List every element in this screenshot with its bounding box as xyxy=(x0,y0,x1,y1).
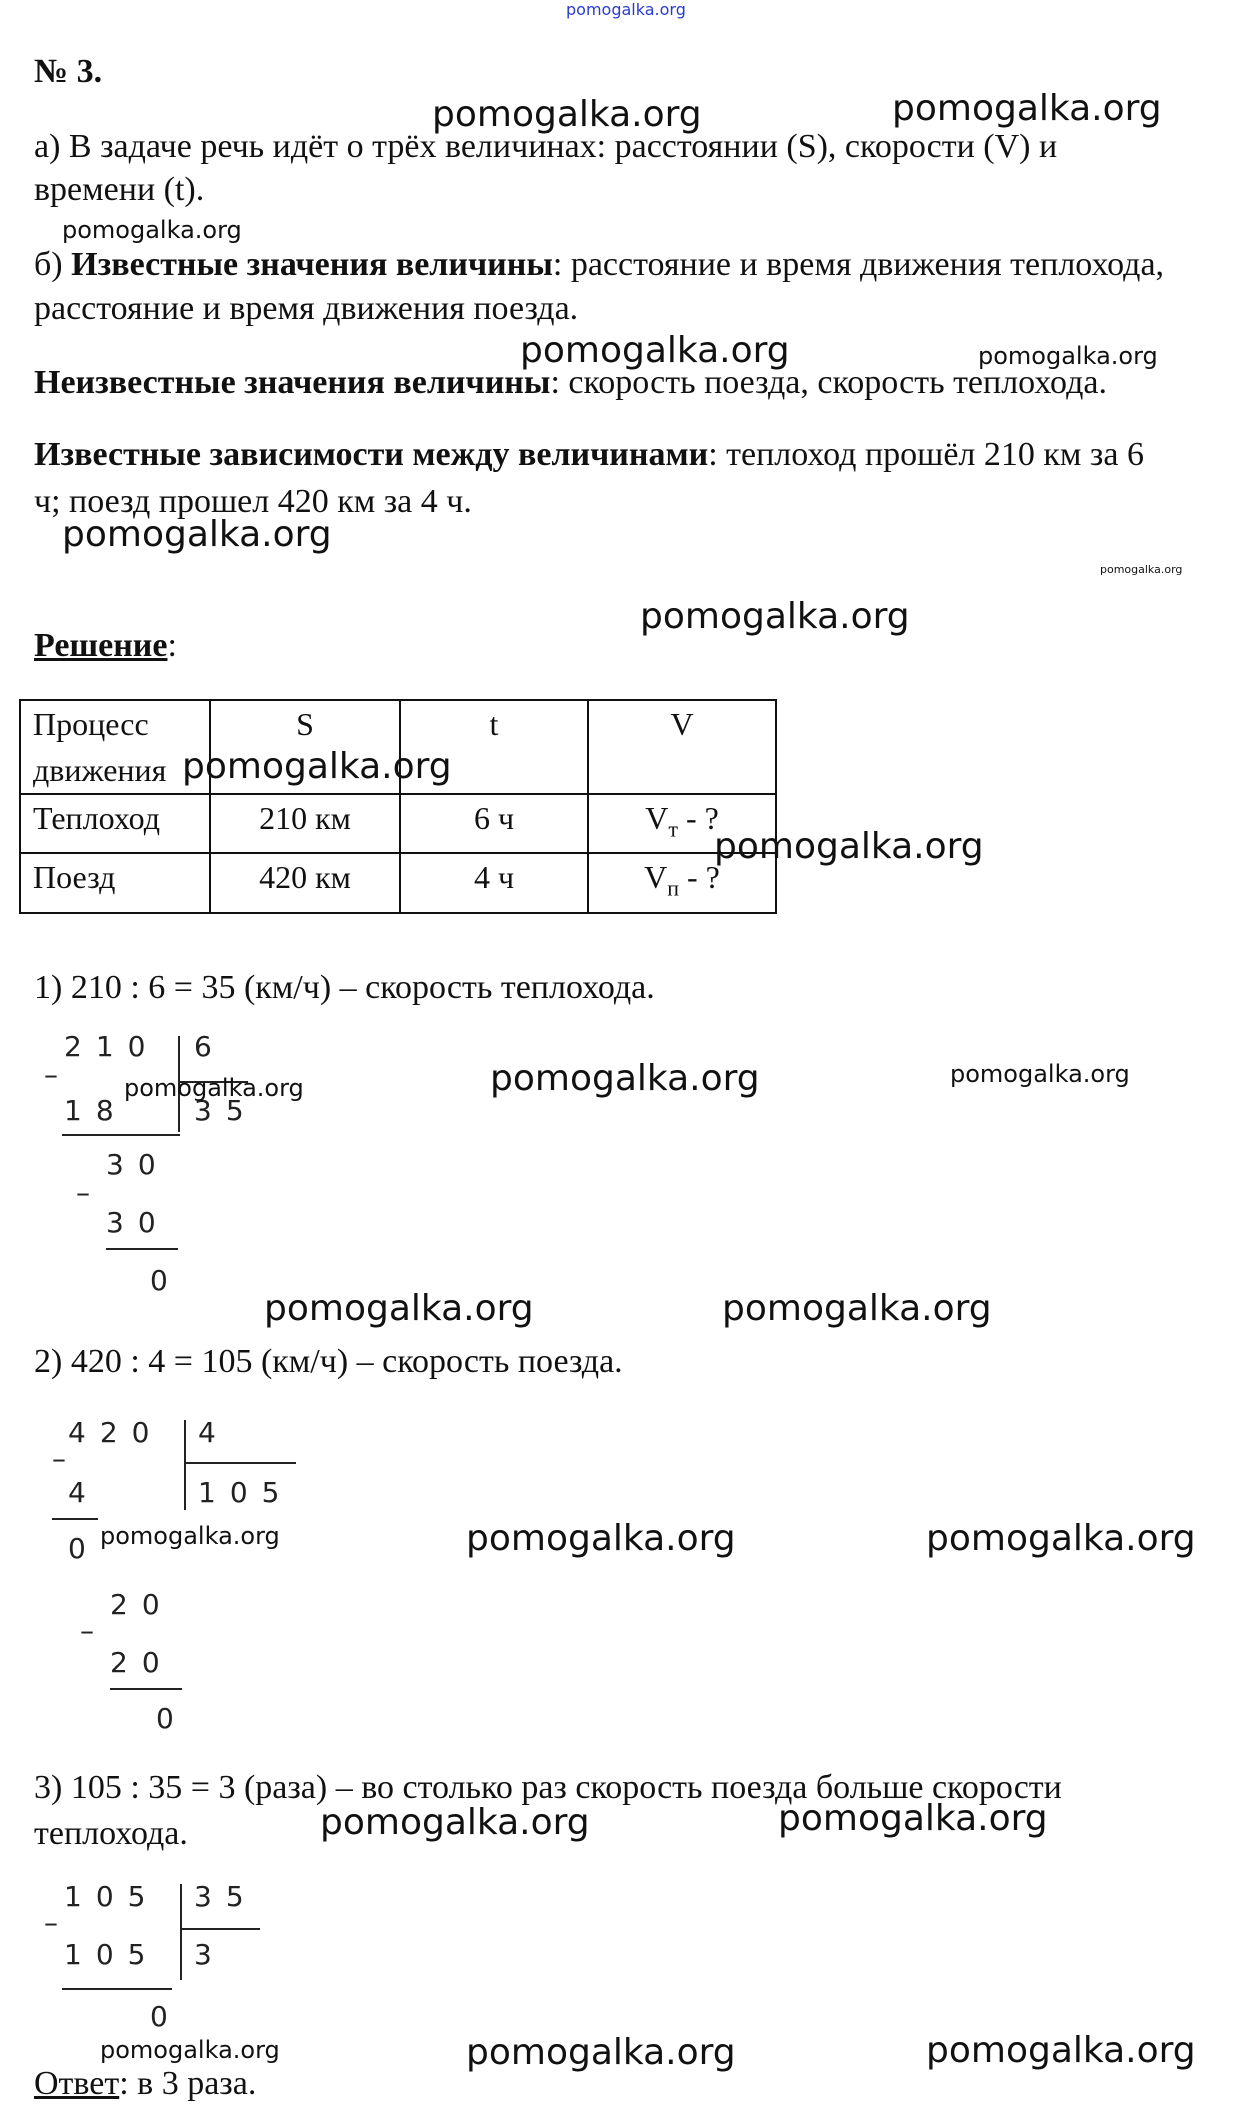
div1-rem1: 30 xyxy=(106,1148,170,1181)
watermark-text: pomogalka.org xyxy=(520,330,790,371)
watermark-text: pomogalka.org xyxy=(466,1518,736,1559)
watermark-text: pomogalka.org xyxy=(1100,563,1183,576)
div2-quotient: 105 xyxy=(198,1476,294,1509)
row-s: 210 км xyxy=(210,794,400,853)
minus-sign: – xyxy=(52,1442,66,1475)
watermark-text: pomogalka.org xyxy=(62,514,332,555)
solution-label: Решение: xyxy=(34,627,177,664)
div2-divisor: 4 xyxy=(198,1416,230,1449)
divider-vertical xyxy=(184,1420,186,1510)
watermark-text: pomogalka.org xyxy=(950,1060,1130,1088)
paragraph-b-line2: расстояние и время движения поезда. xyxy=(34,290,579,327)
row-v: $V_т$ - ? xyxy=(588,794,776,853)
minus-sign: – xyxy=(44,1058,58,1091)
header-v: V xyxy=(588,700,776,794)
div3-quotient: 3 xyxy=(194,1938,226,1971)
task-title: № 3. xyxy=(34,53,103,90)
paragraph-a-line1: а) В задаче речь идёт о трёх величинах: расстоянии (S), скорости (V) и xyxy=(34,128,1058,165)
header-process: Процесс движения xyxy=(20,700,210,794)
watermark-text: pomogalka.org xyxy=(182,746,452,787)
div1-dividend: 210 xyxy=(64,1030,160,1063)
div1-rem2: 0 xyxy=(150,1264,182,1297)
div1-sub2: 30 xyxy=(106,1206,170,1239)
div1-divisor: 6 xyxy=(194,1030,226,1063)
answer: Ответ: в 3 раза. xyxy=(34,2065,257,2102)
div3-divisor: 35 xyxy=(194,1880,258,1913)
watermark-text: pomogalka.org xyxy=(722,1288,992,1329)
watermark-text: pomogalka.org xyxy=(978,342,1158,370)
div2-sub1: 4 xyxy=(68,1476,100,1509)
dependencies-line2: ч; поезд прошел 420 км за 4 ч. xyxy=(34,483,472,520)
step-3-line2: теплохода. xyxy=(34,1815,188,1852)
row-t: 6 ч xyxy=(400,794,588,853)
header-t: t xyxy=(400,700,588,794)
watermark-text: pomogalka.org xyxy=(892,88,1162,129)
watermark-text: pomogalka.org xyxy=(100,1522,280,1550)
div3-rem1: 0 xyxy=(150,2000,182,2033)
motion-table xyxy=(19,699,777,914)
div2-rem1: 0 xyxy=(68,1532,100,1565)
table-row xyxy=(20,853,776,912)
watermark-text: pomogalka.org xyxy=(490,1058,760,1099)
paragraph-a-line2: времени (t). xyxy=(34,171,205,208)
table-row xyxy=(20,794,776,853)
watermark-text: pomogalka.org xyxy=(714,826,984,867)
div1-sub1: 18 xyxy=(64,1094,128,1127)
watermark-text: pomogalka.org xyxy=(124,1074,304,1102)
underline xyxy=(106,1248,178,1250)
row-t: 4 ч xyxy=(400,853,588,912)
watermark-text: pomogalka.org xyxy=(926,2030,1196,2071)
watermark-text: pomogalka.org xyxy=(466,2032,736,2073)
divider-horizontal xyxy=(184,1462,296,1464)
minus-sign: – xyxy=(76,1176,90,1209)
row-s: 420 км xyxy=(210,853,400,912)
dependencies-line1: Известные зависимости между величинами: теплоход прошёл 210 км за 6 xyxy=(34,436,1144,473)
row-process: Поезд xyxy=(20,853,210,912)
div2-sub2: 20 xyxy=(110,1646,174,1679)
underline xyxy=(52,1518,98,1520)
row-v: $V_п$ - ? xyxy=(588,853,776,912)
minus-sign: – xyxy=(80,1614,94,1647)
watermark-text: pomogalka.org xyxy=(264,1288,534,1329)
header-s: S xyxy=(210,700,400,794)
minus-sign: – xyxy=(44,1906,58,1939)
watermark-text: pomogalka.org xyxy=(100,2036,280,2064)
underline xyxy=(110,1688,182,1690)
divider-vertical xyxy=(180,1884,182,1980)
watermark-text: pomogalka.org xyxy=(926,1518,1196,1559)
watermark-text: pomogalka.org xyxy=(432,94,702,135)
row-process: Теплоход xyxy=(20,794,210,853)
top-watermark: pomogalka.org xyxy=(566,0,686,19)
div2-rem2: 0 xyxy=(156,1702,188,1735)
watermark-text: pomogalka.org xyxy=(62,216,242,244)
paragraph-b-line1: б) Известные значения величины: расстояние и время движения теплохода, xyxy=(34,246,1165,283)
watermark-text: pomogalka.org xyxy=(778,1798,1048,1839)
div3-dividend: 105 xyxy=(64,1880,160,1913)
divider-horizontal xyxy=(180,1928,260,1930)
step-2: 2) 420 : 4 = 105 (км/ч) – скорость поезда. xyxy=(34,1343,623,1380)
div1-quotient: 35 xyxy=(194,1094,258,1127)
div3-sub1: 105 xyxy=(64,1938,160,1971)
step-1: 1) 210 : 6 = 35 (км/ч) – скорость теплохода. xyxy=(34,969,655,1006)
div2-dividend: 420 xyxy=(68,1416,164,1449)
watermark-text: pomogalka.org xyxy=(640,596,910,637)
underline xyxy=(62,1988,172,1990)
unknown-values: Неизвестные значения величины: скорость поезда, скорость теплохода. xyxy=(34,364,1107,401)
div2-carry: 20 xyxy=(110,1588,174,1621)
watermark-text: pomogalka.org xyxy=(320,1802,590,1843)
step-3-line1: 3) 105 : 35 = 3 (раза) – во столько раз скорость поезда больше скорости xyxy=(34,1769,1062,1806)
underline xyxy=(62,1134,180,1136)
